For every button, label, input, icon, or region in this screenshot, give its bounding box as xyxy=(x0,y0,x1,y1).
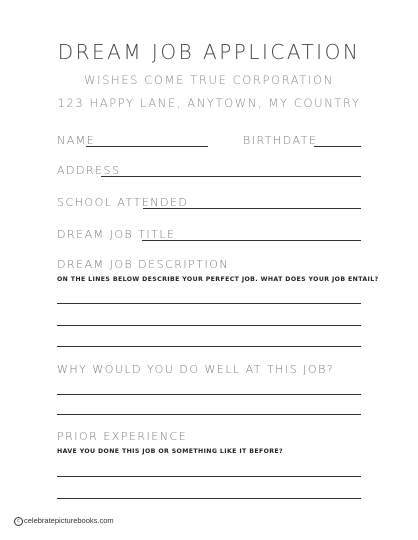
why-line-1[interactable] xyxy=(57,394,361,395)
school-line[interactable] xyxy=(143,208,361,209)
description-instruction: ON THE LINES BELOW DESCRIBE YOUR PERFECT JOB. WHAT DOES YOUR JOB ENTAIL? xyxy=(57,276,379,283)
job-title-label: DREAM JOB TITLE xyxy=(57,228,176,241)
form-title: DREAM JOB APPLICATION xyxy=(57,40,361,64)
description-line-1[interactable] xyxy=(57,303,361,304)
footer-credit xyxy=(14,516,114,526)
name-label: NAME xyxy=(57,134,96,147)
school-label: SCHOOL ATTENDED xyxy=(57,196,189,209)
experience-heading: PRIOR EXPERIENCE xyxy=(57,430,188,443)
why-heading: WHY WOULD YOU DO WELL AT THIS JOB? xyxy=(57,363,335,376)
description-heading: DREAM JOB DESCRIPTION xyxy=(57,258,230,271)
description-line-2[interactable] xyxy=(57,325,361,326)
copyright-icon: c xyxy=(14,517,23,526)
experience-instruction: HAVE YOU DONE THIS JOB OR SOMETHING LIKE IT BEFORE? xyxy=(57,448,284,455)
company-address: 123 HAPPY LANE, ANYTOWN, MY COUNTRY xyxy=(57,96,361,110)
company-name: WISHES COME TRUE CORPORATION xyxy=(84,73,334,87)
address-line[interactable] xyxy=(101,176,361,177)
birthdate-label: BIRTHDATE xyxy=(243,134,318,147)
description-line-3[interactable] xyxy=(57,346,361,347)
footer-site: celebratepicturebooks.com xyxy=(24,516,114,525)
name-line[interactable] xyxy=(86,146,208,147)
experience-line-2[interactable] xyxy=(57,498,361,499)
job-title-line[interactable] xyxy=(142,240,361,241)
experience-line-1[interactable] xyxy=(57,476,361,477)
birthdate-line[interactable] xyxy=(314,146,361,147)
address-label: ADDRESS xyxy=(57,164,121,177)
why-line-2[interactable] xyxy=(57,414,361,415)
